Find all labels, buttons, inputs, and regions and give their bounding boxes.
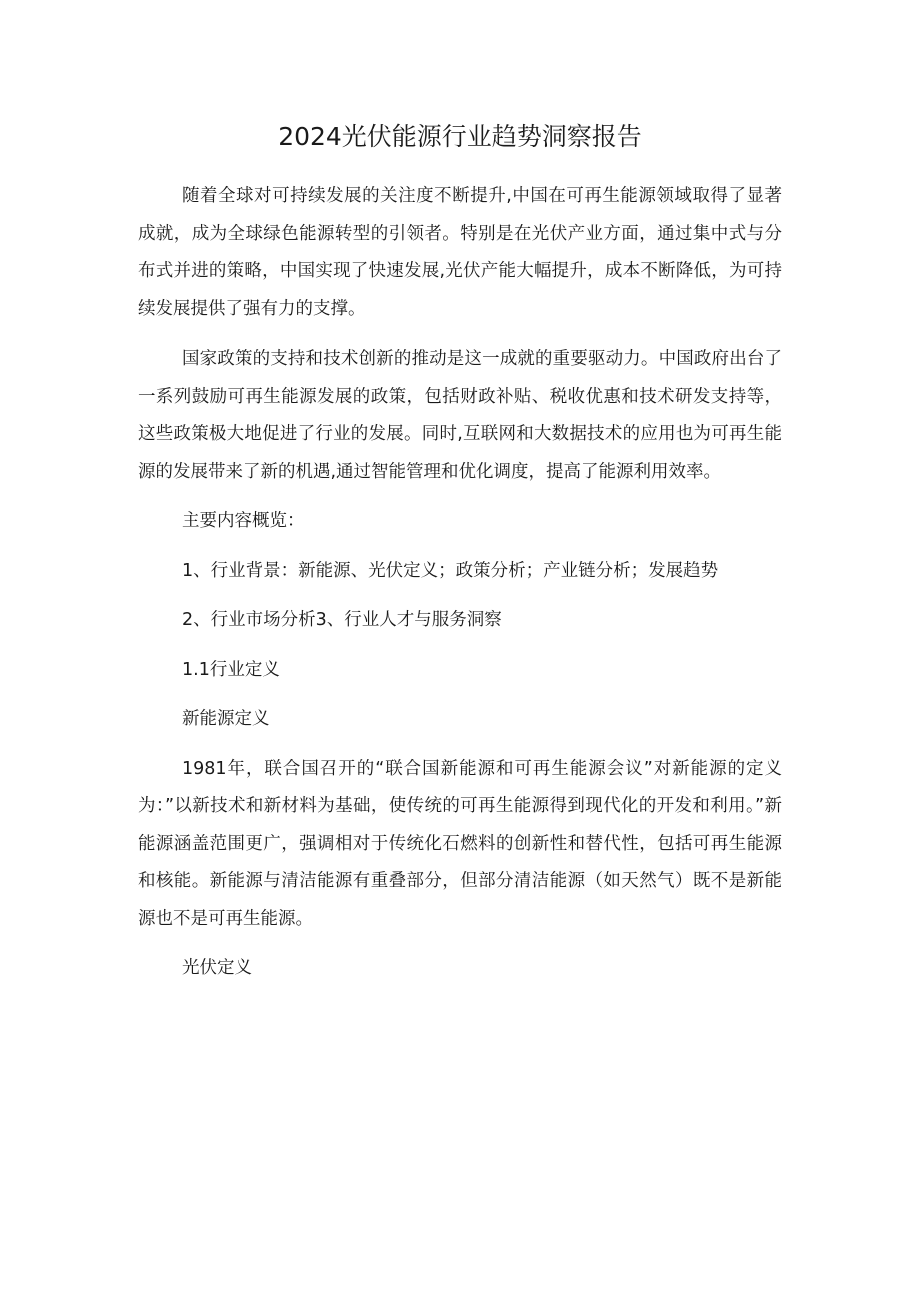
document-title: 2024光伏能源行业趋势洞察报告 [278,122,642,151]
overview-item-1: 1、行业背景：新能源、光伏定义；政策分析；产业链分析；发展趋势 [182,560,719,581]
policy-paragraph: 国家政策的支持和技术创新的推动是这一成就的重要驱动力。中国政府出台了一系列鼓励可再生能源发展的政策，包括财政补贴、税收优惠和技术研发支持等，这些政策极大地促进了行业的发展。同时,互联网和大数据技术的应用也为可再生能源的发展带来了新的机遇,通过智能管理和优化调度，提高了能源利用效率。 [138,349,782,482]
subsection-heading-new-energy: 新能源定义 [182,709,270,729]
overview-item-2: 2、行业市场分析3、行业人才与服务洞察 [182,610,502,630]
document-page [138,0,782,988]
new-energy-definition-paragraph: 1981年，联合国召开的“联合国新能源和可再生能源会议”对新能源的定义为：”以新技术和新材料为基础，使传统的可再生能源得到现代化的开发和利用。”新能源涵盖范围更广，强调相对于传统化石燃料的创新性和替代性，包括可再生能源和核能。新能源与清洁能源有重叠部分，但部分清洁能源（如天然气）既不是新能源也不是可再生能源。 [138,758,782,929]
intro-paragraph: 随着全球对可持续发展的关注度不断提升,中国在可再生能源领域取得了显著成就，成为全球绿色能源转型的引领者。特别是在光伏产业方面，通过集中式与分布式并进的策略，中国实现了快速发展,光伏产能大幅提升，成本不断降低，为可持续发展提供了强有力的支撑。 [138,186,782,319]
overview-heading: 主要内容概览： [182,511,305,531]
section-heading-1-1: 1.1行业定义 [182,659,280,680]
subsection-heading-pv: 光伏定义 [182,958,252,978]
